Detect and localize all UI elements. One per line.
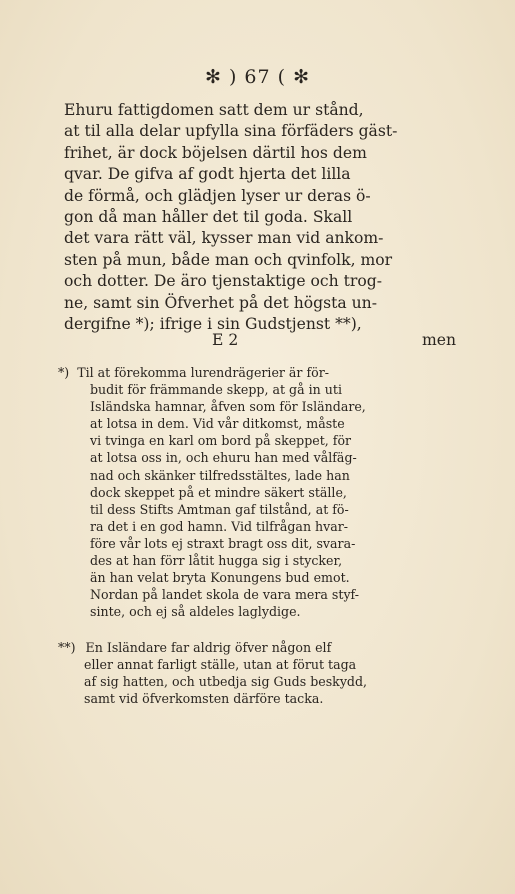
- footnote-line: Nordan på landet skola de vara mera styf-: [90, 587, 360, 603]
- footnote-line-text: Til at förekomma lurendrägerier är för-: [77, 365, 329, 380]
- footnote-line: til dess Stifts Amtman gaf tilstånd, at fö-: [90, 501, 349, 517]
- footnote-line-text: En Isländare far aldrig öfver någon elf: [85, 640, 332, 655]
- footnote-line: [58, 364, 458, 381]
- text-line: och dotter. De äro tjenstaktige och trog-: [64, 272, 382, 291]
- footnote-line: at lotsa oss in, och ehuru han med vålfäg-: [90, 450, 357, 466]
- footnote-line: nad och skänker tilfredsstältes, lade han: [90, 467, 350, 483]
- text-line: qvar. De gifva af godt hjerta det lilla: [64, 165, 351, 184]
- footnote-line: eller annat farligt ställe, utan at förut taga: [84, 657, 357, 673]
- footnote-line: sinte, och ej så aldeles laglydige.: [90, 604, 301, 620]
- footnote-2: [58, 639, 458, 707]
- footnote-line: före vår lots ej straxt bragt oss dit, svara-: [90, 535, 356, 551]
- text-line: sten på mun, både man och qvinfolk, mor: [64, 250, 393, 269]
- footnote-line: än han velat bryta Konungens bud emot.: [90, 570, 350, 586]
- text-line: ne, samt sin Öfverhet på det högsta un-: [64, 293, 377, 312]
- text-line: dergifne *); ifrige i sin Gudstjenst **),: [64, 315, 362, 334]
- text-line: de förmå, och glädjen lyser ur deras ö-: [64, 186, 371, 205]
- page-footer-row: [64, 331, 456, 353]
- signature-mark: E 2: [212, 331, 239, 349]
- main-text: [64, 100, 456, 335]
- catchword: men: [421, 331, 456, 349]
- footnote-line: Isländska hamnar, åfven som för Isländare,: [90, 399, 366, 415]
- footnote-1: [58, 364, 458, 620]
- footnote-line: des at han förr låtit hugga sig i stycker,: [90, 553, 343, 569]
- footnote-marker: **): [58, 640, 76, 655]
- text-line: gon då man håller det til goda. Skall: [64, 208, 353, 227]
- text-line: at til alla delar upfylla sina förfäders gäst-: [64, 122, 398, 141]
- footnote-marker: *): [58, 365, 70, 380]
- text-line: frihet, är dock böjelsen därtil hos dem: [64, 143, 367, 162]
- footnote-line: [58, 639, 458, 656]
- footnote-line: at lotsa in dem. Vid vår ditkomst, måste: [90, 416, 345, 432]
- footnote-line: af sig hatten, och utbedja sig Guds beskydd,: [84, 674, 368, 690]
- text-line: Ehuru fattigdomen satt dem ur stånd,: [64, 101, 364, 119]
- footnote-line: samt vid öfverkomsten därföre tacka.: [84, 691, 324, 707]
- footnote-line: dock skeppet på et mindre säkert ställe,: [90, 484, 347, 500]
- footnote-line: vi tvinga en karl om bord på skeppet, för: [90, 433, 352, 449]
- text-line: det vara rätt väl, kysser man vid ankom-: [64, 229, 384, 248]
- page-header: ✻ ) 67 ( ✻: [205, 66, 310, 88]
- footnote-line: budit för främmande skepp, at gå in uti: [90, 382, 342, 398]
- footnote-line: ra det i en god hamn. Vid tilfrågan hvar-: [90, 518, 349, 534]
